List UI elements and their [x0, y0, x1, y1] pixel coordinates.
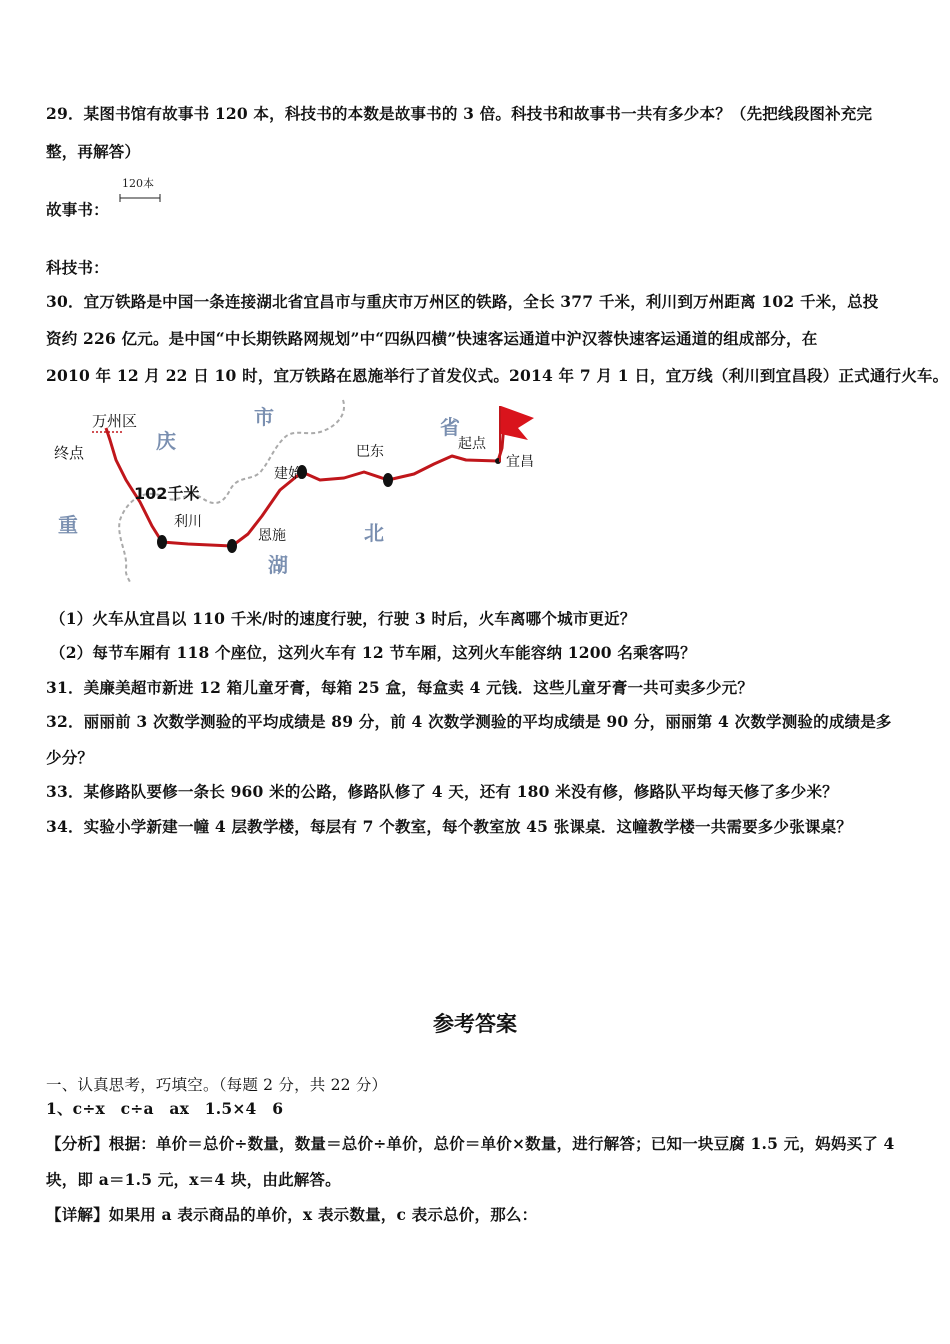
q30-sub-question-2: （2）每节车厢有 118 个座位，这列火车有 12 节车厢，这列火车能容纳 1200 名乘客吗？ [50, 643, 696, 662]
q31-text: 31．美廉美超市新进 12 箱儿童牙膏，每箱 25 盒，每盒卖 4 元钱．这些儿童牙膏一共可卖多少元？ [46, 678, 754, 697]
label-jianshi: 建始 [274, 466, 302, 482]
q32-text-line2: 少分？ [46, 748, 94, 767]
label-start-point: 起点 [458, 436, 486, 452]
region-char-chong: 重 [58, 513, 78, 537]
answers-section-1-heading: 一、认真思考，巧填空。（每题 2 分，共 22 分） [46, 1076, 388, 1094]
label-enshi: 恩施 [258, 528, 286, 544]
label-wanzhou: 万州区 [92, 412, 138, 430]
q30-sub-question-1: （1）火车从宜昌以 110 千米/时的速度行驶，行驶 3 时后，火车离哪个城市更近？ [50, 609, 636, 628]
region-char-hu: 湖 [268, 553, 288, 577]
analysis-line2: 块，即 a＝1.5 元，x＝4 块，由此解答。 [46, 1170, 341, 1189]
region-char-bei: 北 [364, 521, 384, 545]
detail-line: 【详解】如果用 a 表示商品的单价，x 表示数量，c 表示总价，那么： [46, 1205, 538, 1224]
station-dot-lichuan [157, 535, 167, 549]
station-dot-badong [383, 473, 393, 487]
analysis-line1: 【分析】根据：单价＝总价÷数量，数量＝总价÷单价，总价＝单价×数量，进行解答；已知一块豆腐 1.5 元，妈妈买了 4 [46, 1134, 895, 1153]
answers-title: 参考答案 [433, 1011, 517, 1036]
region-char-sheng: 省 [440, 415, 460, 439]
start-flag-icon [501, 406, 534, 440]
label-lichuan: 利川 [174, 514, 202, 530]
station-dot-enshi [227, 539, 237, 553]
railway-route-map [48, 398, 548, 583]
science-book-label: 科技书： [46, 258, 109, 277]
label-yichang: 宜昌 [506, 454, 534, 470]
q30-text-line3: 2010 年 12 月 22 日 10 时，宜万铁路在恩施举行了首发仪式。2014 年 7 月 1 日，宜万线（利川到宜昌段）正式通行火车。 [46, 366, 949, 385]
q32-text-line1: 32．丽丽前 3 次数学测验的平均成绩是 89 分，前 4 次数学测验的平均成绩是 90 分，丽丽第 4 次数学测验的成绩是多 [46, 712, 892, 731]
story-book-segment-diagram [118, 174, 168, 206]
story-book-label: 故事书： [46, 200, 109, 219]
q33-text: 33．某修路队要修一条长 960 米的公路，修路队修了 4 天，还有 180 米没有修，修路队平均每天修了多少米？ [46, 782, 838, 801]
q30-text-line2: 资约 226 亿元。是中国“中长期铁路网规划”中“四纵四横”快速客运通道中沪汉蓉快速客运通道的组成部分，在 [46, 329, 818, 348]
segment-label: 120本 [122, 177, 154, 190]
q34-text: 34．实验小学新建一幢 4 层教学楼，每层有 7 个教室，每个教室放 45 张课桌．这幢教学楼一共需要多少张课桌？ [46, 817, 852, 836]
label-badong: 巴东 [356, 444, 384, 460]
region-char-shi: 市 [254, 405, 274, 429]
q29-text-line1: 29．某图书馆有故事书 120 本，科技书的本数是故事书的 3 倍。科技书和故事书一共有多少本？（先把线段图补充完 [46, 104, 873, 123]
q30-text-line1: 30．宜万铁路是中国一条连接湖北省宜昌市与重庆市万州区的铁路，全长 377 千米，利川到万州距离 102 千米，总投 [46, 292, 879, 311]
label-distance-102km: 102千米 [134, 484, 200, 503]
region-char-qing: 庆 [156, 429, 176, 453]
label-end-point: 终点 [54, 444, 85, 462]
q29-text-line2: 整，再解答） [46, 142, 141, 161]
answer-item-1: 1、c÷x c÷a ax 1.5×4 6 [46, 1099, 284, 1118]
